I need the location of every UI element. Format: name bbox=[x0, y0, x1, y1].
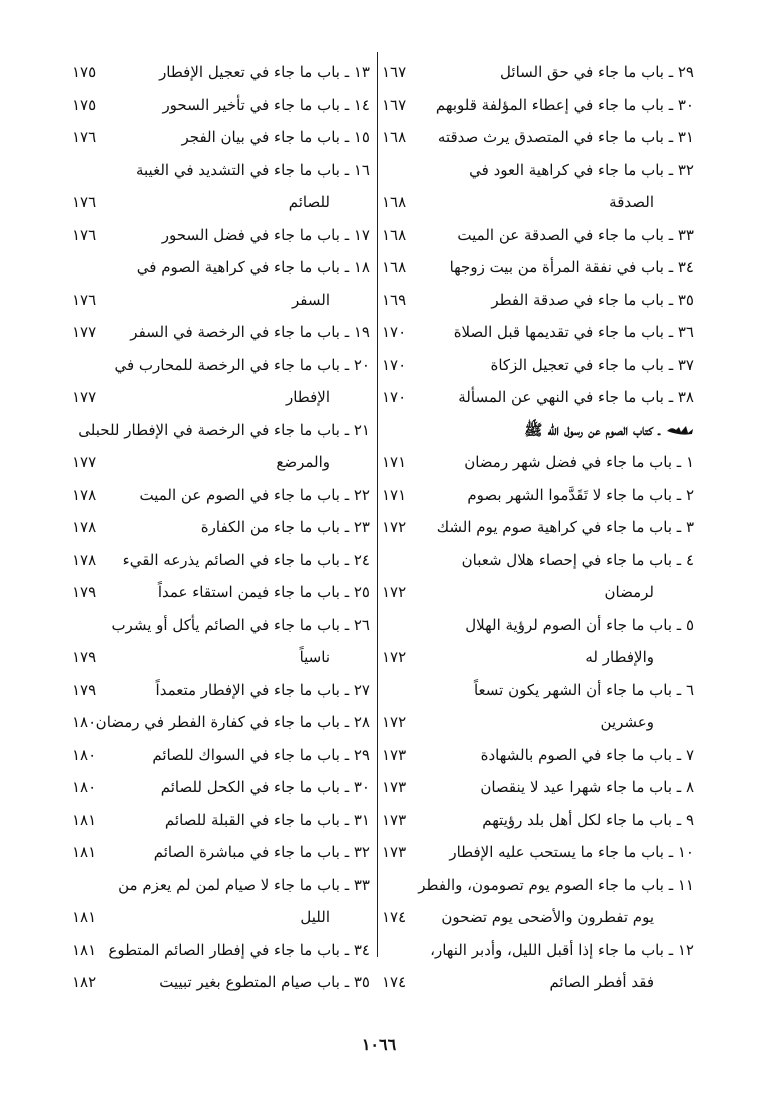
toc-entry-title: ٩ ـ باب ما جاء لكل أهل بلد رؤيتهم bbox=[482, 810, 694, 829]
toc-entry bbox=[72, 706, 370, 739]
toc-entry bbox=[72, 934, 370, 967]
toc-entry-page: ١٧٥ bbox=[72, 63, 97, 81]
toc-entry-title: ٢٩ ـ باب ما جاء في السواك للصائم bbox=[152, 745, 370, 764]
toc-entry bbox=[382, 349, 694, 382]
toc-entry bbox=[382, 511, 694, 544]
toc-entry-title: ٥ ـ باب ما جاء أن الصوم لرؤية الهلال bbox=[465, 615, 694, 634]
toc-entry bbox=[382, 576, 694, 609]
toc-entry-title: يوم تفطرون والأضحى يوم تضحون bbox=[441, 908, 654, 926]
toc-entry-page: ١٨١ bbox=[72, 843, 97, 861]
toc-entry bbox=[72, 641, 370, 674]
toc-entry-page: ١٧٨ bbox=[72, 485, 97, 504]
toc-entry bbox=[382, 739, 694, 772]
toc-entry bbox=[72, 89, 370, 122]
toc-entry-title: ٢٠ ـ باب ما جاء في الرخصة للمحارب في bbox=[114, 355, 370, 374]
toc-entry-page: ١٧٤ bbox=[382, 908, 407, 926]
toc-entry-title: الليل bbox=[300, 908, 330, 926]
toc-entry bbox=[382, 544, 694, 577]
toc-entry bbox=[72, 284, 370, 317]
toc-entry-page: ١٧٢ bbox=[382, 648, 407, 666]
toc-entry-title: ٣ ـ باب ما جاء في كراهية صوم يوم الشك bbox=[436, 518, 694, 536]
toc-entry bbox=[72, 511, 370, 544]
toc-entry-page: ١٧٠ bbox=[382, 388, 407, 406]
toc-entry bbox=[72, 609, 370, 642]
toc-entry-page: ١٧٧ bbox=[72, 323, 97, 341]
toc-entry-page: ١٧١ bbox=[382, 453, 407, 471]
toc-entry-title: ٢١ ـ باب ما جاء في الرخصة في الإفطار للحبلى bbox=[78, 420, 370, 439]
toc-entry-page: ١٨١ bbox=[72, 940, 97, 959]
toc-entry bbox=[72, 836, 370, 869]
toc-entry bbox=[382, 934, 694, 967]
toc-entry-title: ١٣ ـ باب ما جاء في تعجيل الإفطار bbox=[159, 63, 370, 81]
toc-entry-page: ١٨٠ bbox=[72, 713, 97, 731]
toc-entry-title: ١٤ ـ باب ما جاء في تأخير السحور bbox=[162, 95, 370, 114]
toc-entry bbox=[382, 446, 694, 479]
toc-entry bbox=[382, 901, 694, 934]
toc-entry bbox=[382, 251, 694, 284]
column-divider bbox=[377, 52, 378, 957]
page-number: ١٠٦٦ bbox=[361, 1035, 397, 1054]
toc-entry-page: ١٨٢ bbox=[72, 973, 97, 991]
toc-entry-title: ١٧ ـ باب ما جاء في فضل السحور bbox=[161, 225, 370, 244]
toc-entry-page: ١٧٩ bbox=[72, 648, 97, 666]
toc-entry bbox=[382, 609, 694, 642]
toc-entry-title: ٢٤ ـ باب ما جاء في الصائم يذرعه القيء bbox=[122, 550, 370, 569]
toc-entry-title: ٦ ـ باب ما جاء أن الشهر يكون تسعاً bbox=[473, 680, 694, 699]
toc-entry-title: ١٥ ـ باب ما جاء في بيان الفجر bbox=[181, 128, 370, 146]
toc-entry-title: لرمضان bbox=[604, 583, 654, 601]
toc-entry bbox=[72, 674, 370, 707]
toc-entry-title: ناسياً bbox=[299, 648, 330, 666]
toc-entry-title: ٢٥ ـ باب ما جاء فيمن استقاء عمداً bbox=[157, 583, 370, 601]
toc-entry-page: ١٧٨ bbox=[72, 518, 97, 536]
toc-entry bbox=[72, 219, 370, 252]
toc-entry bbox=[72, 739, 370, 772]
toc-entry-page: ١٦٨ bbox=[382, 225, 407, 244]
toc-entry-title: ٢٢ ـ باب ما جاء في الصوم عن الميت bbox=[139, 485, 370, 504]
toc-entry-title: والإفطار له bbox=[585, 648, 654, 666]
toc-entry-title: ٣٤ ـ باب ما جاء في إفطار الصائم المتطوع bbox=[108, 940, 370, 959]
toc-entry-title: ٣١ ـ باب ما جاء في القبلة للصائم bbox=[164, 810, 370, 829]
toc-entry bbox=[382, 771, 694, 804]
toc-entry bbox=[382, 479, 694, 512]
toc-entry bbox=[382, 219, 694, 252]
toc-entry-page: ١٧١ bbox=[382, 485, 407, 504]
toc-entry-title: ـ كتاب الصوم عن رسول الله ﷺ bbox=[524, 420, 660, 439]
toc-entry-title: ٣٣ ـ باب ما جاء في الصدقة عن الميت bbox=[457, 225, 694, 244]
toc-entry-title: الإفطار bbox=[285, 388, 330, 406]
toc-entry-title: ٣٤ ـ باب في نفقة المرأة من بيت زوجها bbox=[449, 258, 694, 276]
toc-entry-title: ٣٧ ـ باب ما جاء في تعجيل الزكاة bbox=[490, 355, 694, 374]
toc-entry-title: ١ ـ باب ما جاء في فضل شهر رمضان bbox=[464, 453, 694, 471]
toc-entry-page: ١٦٧ bbox=[382, 63, 407, 81]
toc-entry bbox=[382, 966, 694, 999]
toc-entry-title: ١٦ ـ باب ما جاء في التشديد في الغيبة bbox=[135, 160, 370, 179]
toc-entry-title: ١٩ ـ باب ما جاء في الرخصة في السفر bbox=[130, 323, 370, 341]
toc-entry-page: ١٧٦ bbox=[72, 128, 97, 146]
toc-entry bbox=[72, 771, 370, 804]
toc-entry-title: والمرضع bbox=[276, 453, 330, 471]
toc-entry-title: ٣١ ـ باب ما جاء في المتصدق يرث صدقته bbox=[437, 128, 694, 146]
toc-entry-title: ٢٧ ـ باب ما جاء في الإفطار متعمداً bbox=[155, 680, 370, 699]
toc-entry-title: ٣٥ ـ باب صيام المتطوع بغير تبييت bbox=[159, 973, 370, 991]
toc-entry-page: ١٧٣ bbox=[382, 745, 407, 764]
toc-section-heading bbox=[382, 414, 694, 447]
toc-entry-title: ٤ ـ باب ما جاء في إحصاء هلال شعبان bbox=[461, 550, 694, 569]
ornament-icon bbox=[666, 424, 694, 436]
toc-entry-page: ١٧٧ bbox=[72, 453, 97, 471]
toc-entry-title: السفر bbox=[292, 290, 330, 309]
toc-entry bbox=[72, 479, 370, 512]
toc-entry bbox=[72, 446, 370, 479]
toc-entry-title: ٢٣ ـ باب ما جاء من الكفارة bbox=[200, 518, 370, 536]
toc-entry bbox=[382, 869, 694, 902]
toc-entry-title: ٨ ـ باب ما جاء شهرا عيد لا ينقصان bbox=[480, 778, 694, 796]
toc-entry-title: ١١ ـ باب ما جاء الصوم يوم تصومون، والفطر bbox=[418, 875, 694, 894]
toc-entry-title: ٧ ـ باب ما جاء في الصوم بالشهادة bbox=[480, 745, 694, 764]
toc-entry bbox=[382, 804, 694, 837]
toc-entry-page: ١٦٨ bbox=[382, 258, 407, 276]
toc-entry-page: ١٧٣ bbox=[382, 843, 407, 861]
toc-entry-title: الصدقة bbox=[609, 193, 654, 211]
toc-entry-page: ١٧٧ bbox=[72, 388, 97, 406]
toc-entry-title: ٣٢ ـ باب ما جاء في كراهية العود في bbox=[469, 160, 694, 179]
toc-entry-page: ١٨٠ bbox=[72, 778, 97, 796]
toc-entry-page: ١٧٢ bbox=[382, 713, 407, 731]
toc-entry bbox=[72, 576, 370, 609]
toc-entry bbox=[72, 544, 370, 577]
toc-entry bbox=[382, 154, 694, 187]
toc-entry-title: ٣٠ ـ باب ما جاء في الكحل للصائم bbox=[160, 778, 370, 796]
toc-entry-title: ٣٣ ـ باب ما جاء لا صيام لمن لم يعزم من bbox=[118, 875, 370, 894]
toc-entry-title: ٣٠ ـ باب ما جاء في إعطاء المؤلفة قلوبهم bbox=[435, 95, 694, 114]
toc-entry-title: ١٠ ـ باب ما جاء ما يستحب عليه الإفطار bbox=[449, 843, 694, 861]
toc-entry bbox=[382, 641, 694, 674]
toc-entry-page: ١٧٦ bbox=[72, 290, 97, 309]
toc-entry-page: ١٧٤ bbox=[382, 973, 407, 991]
toc-entry bbox=[382, 674, 694, 707]
toc-left-column bbox=[72, 56, 370, 999]
toc-entry-title: ٢٩ ـ باب ما جاء في حق السائل bbox=[500, 63, 694, 81]
toc-entry bbox=[382, 121, 694, 154]
toc-entry bbox=[72, 869, 370, 902]
toc-entry-page: ١٧٩ bbox=[72, 583, 97, 601]
toc-entry bbox=[72, 56, 370, 89]
toc-entry-title: ٣٥ ـ باب ما جاء في صدقة الفطر bbox=[491, 290, 694, 309]
toc-entry-page: ١٧٥ bbox=[72, 95, 97, 114]
toc-entry-page: ١٦٩ bbox=[382, 290, 407, 309]
toc-entry-page: ١٨١ bbox=[72, 810, 97, 829]
toc-entry bbox=[72, 381, 370, 414]
toc-entry-page: ١٧٢ bbox=[382, 583, 407, 601]
toc-entry-page: ١٦٨ bbox=[382, 128, 407, 146]
toc-entry-title: للصائم bbox=[288, 193, 330, 211]
toc-entry bbox=[72, 901, 370, 934]
toc-entry-title: ١٢ ـ باب ما جاء إذا أقبل الليل، وأدبر النهار، bbox=[430, 940, 694, 959]
toc-entry-title: ٢٦ ـ باب ما جاء في الصائم يأكل أو يشرب bbox=[111, 615, 370, 634]
toc-entry bbox=[382, 381, 694, 414]
toc-entry-title: ٢٨ ـ باب ما جاء في كفارة الفطر في رمضان bbox=[95, 713, 370, 731]
toc-entry-title: ١٨ ـ باب ما جاء في كراهية الصوم في bbox=[136, 258, 370, 276]
toc-entry-page: ١٧٩ bbox=[72, 680, 97, 699]
toc-entry bbox=[382, 284, 694, 317]
toc-entry-page: ١٧٣ bbox=[382, 778, 407, 796]
toc-entry-title: ٢ ـ باب ما جاء لا تَقَدَّموا الشهر بصوم bbox=[467, 485, 694, 504]
toc-entry-page: ١٧٦ bbox=[72, 225, 97, 244]
toc-entry-title: ٣٦ ـ باب ما جاء في تقديمها قبل الصلاة bbox=[453, 323, 694, 341]
toc-entry-page: ١٦٧ bbox=[382, 95, 407, 114]
toc-entry-title: ٣٨ ـ باب ما جاء في النهي عن المسألة bbox=[458, 388, 694, 406]
toc-entry-page: ١٧٣ bbox=[382, 810, 407, 829]
toc-entry-title: فقد أفطر الصائم bbox=[549, 973, 654, 991]
toc-entry-page: ١٧٠ bbox=[382, 355, 407, 374]
toc-entry-page: ١٧٢ bbox=[382, 518, 407, 536]
toc-entry bbox=[72, 414, 370, 447]
toc-entry-page: ١٦٨ bbox=[382, 193, 407, 211]
toc-entry-page: ١٧٨ bbox=[72, 550, 97, 569]
toc-entry-title: ٣٢ ـ باب ما جاء في مباشرة الصائم bbox=[153, 843, 370, 861]
toc-entry bbox=[72, 154, 370, 187]
toc-entry bbox=[382, 56, 694, 89]
toc-entry bbox=[72, 316, 370, 349]
toc-entry-page: ١٧٦ bbox=[72, 193, 97, 211]
toc-entry-page: ١٨١ bbox=[72, 908, 97, 926]
toc-entry bbox=[382, 89, 694, 122]
toc-right-column bbox=[382, 56, 694, 999]
toc-entry-title: وعشرين bbox=[600, 713, 654, 731]
toc-entry bbox=[382, 186, 694, 219]
toc-entry-page: ١٨٠ bbox=[72, 745, 97, 764]
toc-entry-page: ١٧٠ bbox=[382, 323, 407, 341]
toc-entry bbox=[382, 706, 694, 739]
toc-entry bbox=[72, 349, 370, 382]
toc-entry bbox=[72, 966, 370, 999]
toc-entry bbox=[382, 316, 694, 349]
toc-entry bbox=[72, 186, 370, 219]
toc-entry bbox=[72, 251, 370, 284]
toc-entry bbox=[72, 804, 370, 837]
toc-entry bbox=[72, 121, 370, 154]
toc-entry bbox=[382, 836, 694, 869]
